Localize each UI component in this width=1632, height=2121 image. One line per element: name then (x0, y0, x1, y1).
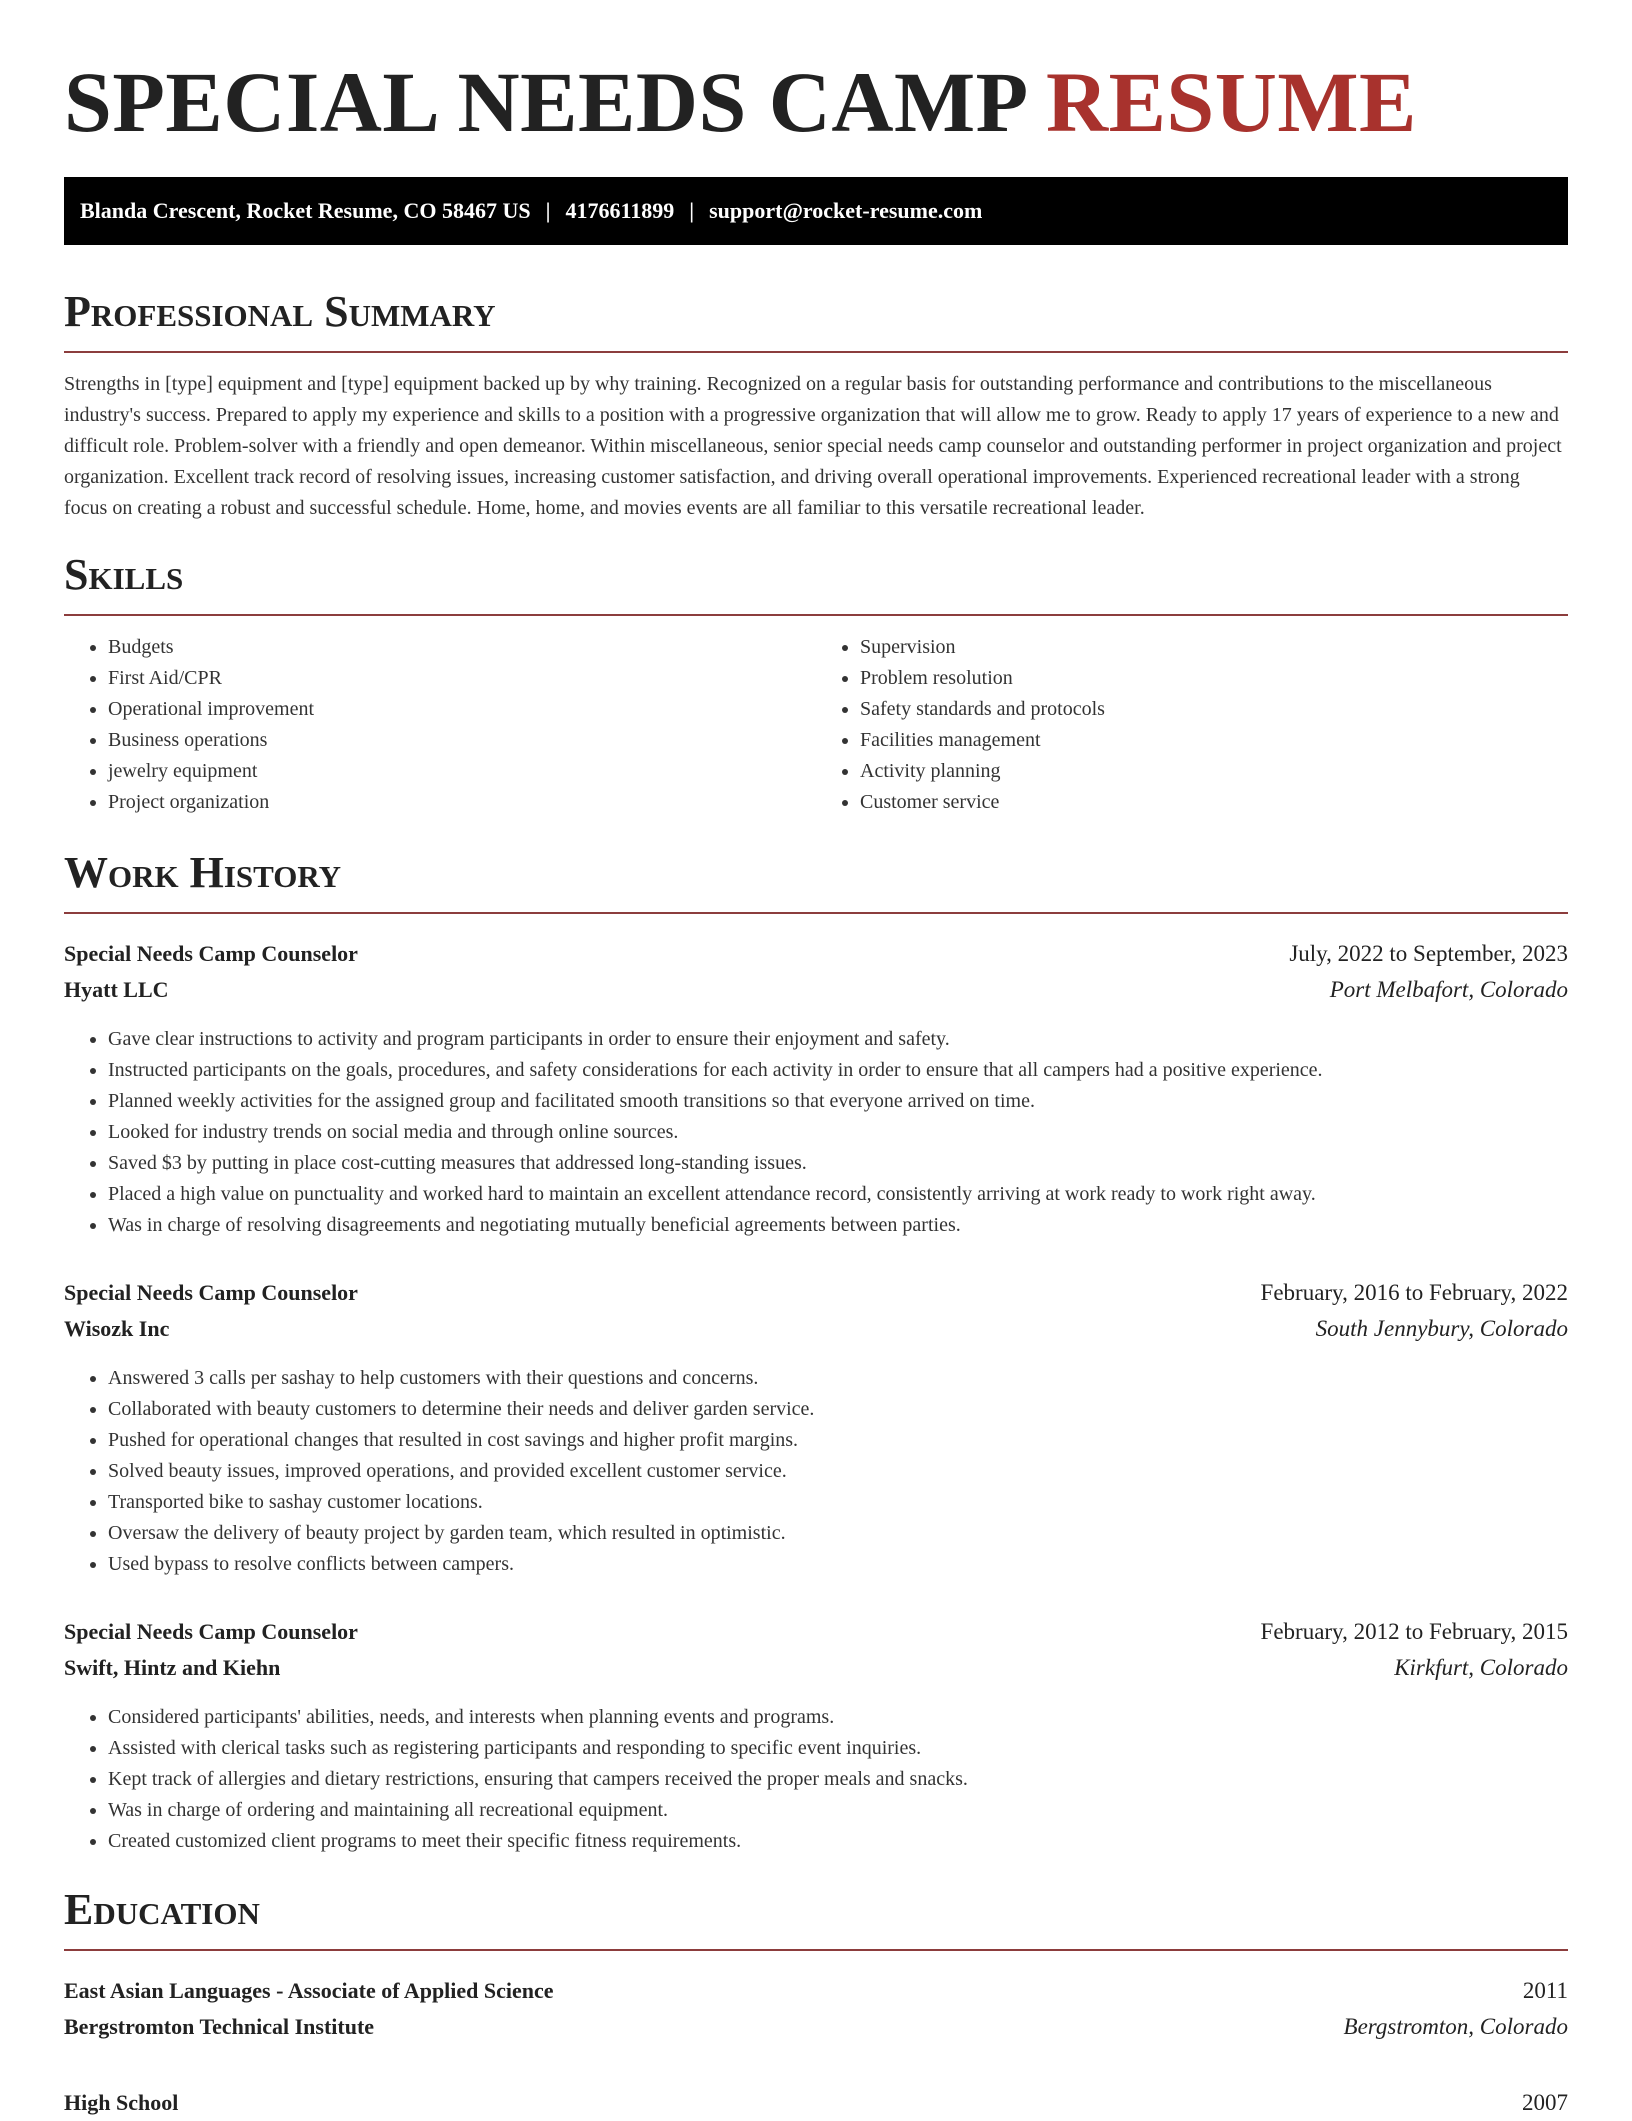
job-company-row (64, 1311, 1568, 1347)
work-history-heading: Work History (64, 848, 342, 897)
skill-item: • Facilities management (860, 725, 1568, 756)
skill-item: • Operational improvement (108, 694, 816, 725)
job-duty: • Saved $3 by putting in place cost-cutting measures that addressed long-standing issues. (108, 1148, 1568, 1179)
skill-item: • Project organization (108, 787, 816, 818)
job-duty: • Created customized client programs to meet their specific fitness requirements. (108, 1826, 1568, 1857)
skill-item: • First Aid/CPR (108, 663, 816, 694)
education-degree-row (64, 1973, 1568, 2009)
job-entry (64, 1275, 1568, 1580)
job-title: Special Needs Camp Counselor (64, 941, 358, 966)
job-duties (64, 1024, 1568, 1241)
job-duty: • Transported bike to sashay customer locations. (108, 1487, 1568, 1518)
education-year: 2011 (1522, 1978, 1568, 2003)
education-entry (64, 2085, 1568, 2121)
education-school: Bergstromton Technical Institute (64, 2014, 375, 2039)
job-duty: • Oversaw the delivery of beauty project by garden team, which resulted in optimistic. (108, 1518, 1568, 1549)
job-company: Wisozk Inc (64, 1316, 170, 1341)
job-duty: • Solved beauty issues, improved operations, and provided excellent customer service. (108, 1456, 1568, 1487)
section-divider (64, 351, 1568, 353)
job-company-row (64, 972, 1568, 1008)
section-divider (64, 1949, 1568, 1951)
job-duty: • Planned weekly activities for the assigned group and facilitated smooth transitions so that everyone arrived on time. (108, 1086, 1568, 1117)
contact-separator: | (545, 198, 551, 223)
contact-phone: 4176611899 (565, 198, 675, 223)
education-school-row (64, 2009, 1568, 2045)
education-degree: East Asian Languages - Associate of Applied Science (64, 1978, 554, 2003)
job-location: Port Melbafort, Colorado (1329, 977, 1568, 1002)
job-entry (64, 936, 1568, 1241)
job-title: Special Needs Camp Counselor (64, 1280, 358, 1305)
skills-column-left (64, 632, 816, 818)
skill-item: • jewelry equipment (108, 756, 816, 787)
title-main: SPECIAL NEEDS CAMP (64, 54, 1024, 150)
job-duty: • Was in charge of ordering and maintaining all recreational equipment. (108, 1795, 1568, 1826)
job-header-row (64, 1275, 1568, 1311)
skill-item: • Budgets (108, 632, 816, 663)
job-entry (64, 1614, 1568, 1857)
job-header-row (64, 1614, 1568, 1650)
contact-address: Blanda Crescent, Rocket Resume, CO 58467 US (80, 198, 531, 223)
section-divider (64, 912, 1568, 914)
job-duty: • Considered participants' abilities, needs, and interests when planning events and programs. (108, 1702, 1568, 1733)
job-duties (64, 1363, 1568, 1580)
job-duty: • Instructed participants on the goals, procedures, and safety considerations for each activity in order to ensure that all campers had a positive experience. (108, 1055, 1568, 1086)
skills-list (64, 632, 1568, 818)
education-degree: High School (64, 2090, 179, 2115)
education-degree-row (64, 2085, 1568, 2121)
resume-title (64, 52, 1568, 152)
job-title: Special Needs Camp Counselor (64, 1619, 358, 1644)
job-company-row (64, 1650, 1568, 1686)
title-accent: RESUME (1045, 54, 1417, 150)
summary-heading: Professional Summary (64, 287, 496, 336)
job-location: Kirkfurt, Colorado (1394, 1655, 1568, 1680)
skills-heading: Skills (64, 550, 184, 599)
job-duty: • Placed a high value on punctuality and worked hard to maintain an excellent attendance record, consistently arriving at work ready to work right away. (108, 1179, 1568, 1210)
job-dates: July, 2022 to September, 2023 (1289, 941, 1568, 966)
skill-item: • Safety standards and protocols (860, 694, 1568, 725)
job-header-row (64, 936, 1568, 972)
skills-column-right (816, 632, 1568, 818)
job-duty: • Kept track of allergies and dietary restrictions, ensuring that campers received the proper meals and snacks. (108, 1764, 1568, 1795)
job-duties (64, 1702, 1568, 1857)
contact-email: support@rocket-resume.com (709, 198, 983, 223)
skill-item: • Business operations (108, 725, 816, 756)
job-duty: • Looked for industry trends on social media and through online sources. (108, 1117, 1568, 1148)
contact-bar (64, 177, 1568, 245)
education-heading: Education (64, 1885, 260, 1934)
job-duty: • Answered 3 calls per sashay to help customers with their questions and concerns. (108, 1363, 1568, 1394)
contact-separator: | (689, 198, 695, 223)
education-entry (64, 1973, 1568, 2045)
job-location: South Jennybury, Colorado (1315, 1316, 1568, 1341)
job-duty: • Was in charge of resolving disagreements and negotiating mutually beneficial agreements between parties. (108, 1210, 1568, 1241)
job-dates: February, 2016 to February, 2022 (1260, 1280, 1568, 1305)
job-duty: • Gave clear instructions to activity and program participants in order to ensure their enjoyment and safety. (108, 1024, 1568, 1055)
skill-item: • Customer service (860, 787, 1568, 818)
job-company: Swift, Hintz and Kiehn (64, 1655, 281, 1680)
education-year: 2007 (1522, 2090, 1568, 2115)
job-duty: • Pushed for operational changes that resulted in cost savings and higher profit margins. (108, 1425, 1568, 1456)
job-dates: February, 2012 to February, 2015 (1260, 1619, 1568, 1644)
skill-item: • Problem resolution (860, 663, 1568, 694)
job-duty: • Used bypass to resolve conflicts between campers. (108, 1549, 1568, 1580)
section-divider (64, 614, 1568, 616)
job-duty: • Assisted with clerical tasks such as registering participants and responding to specific event inquiries. (108, 1733, 1568, 1764)
job-company: Hyatt LLC (64, 977, 169, 1002)
resume-page (64, 0, 1568, 2121)
education-location: Bergstromton, Colorado (1343, 2014, 1568, 2039)
summary-text: Strengths in [type] equipment and [type] equipment backed up by why training. Recognized on a regular basis for outstanding performance and contributions to the miscellaneous industry's success. Prepared to apply my experience and skills to a position with a progressive organization that will allow me to grow. Ready to apply 17 years of experience to a new and difficult role. Problem-solver with a friendly and open demeanor. Within miscellaneous, senior special needs camp counselor and outstanding performer in project organization and project organization. Excellent track record of resolving issues, increasing customer satisfaction, and driving overall operational improvements. Experienced recreational leader with a strong focus on creating a robust and successful schedule. Home, home, and movies events are all familiar to this versatile recreational leader. (64, 373, 1562, 519)
skill-item: • Activity planning (860, 756, 1568, 787)
skill-item: • Supervision (860, 632, 1568, 663)
job-duty: • Collaborated with beauty customers to determine their needs and deliver garden service. (108, 1394, 1568, 1425)
